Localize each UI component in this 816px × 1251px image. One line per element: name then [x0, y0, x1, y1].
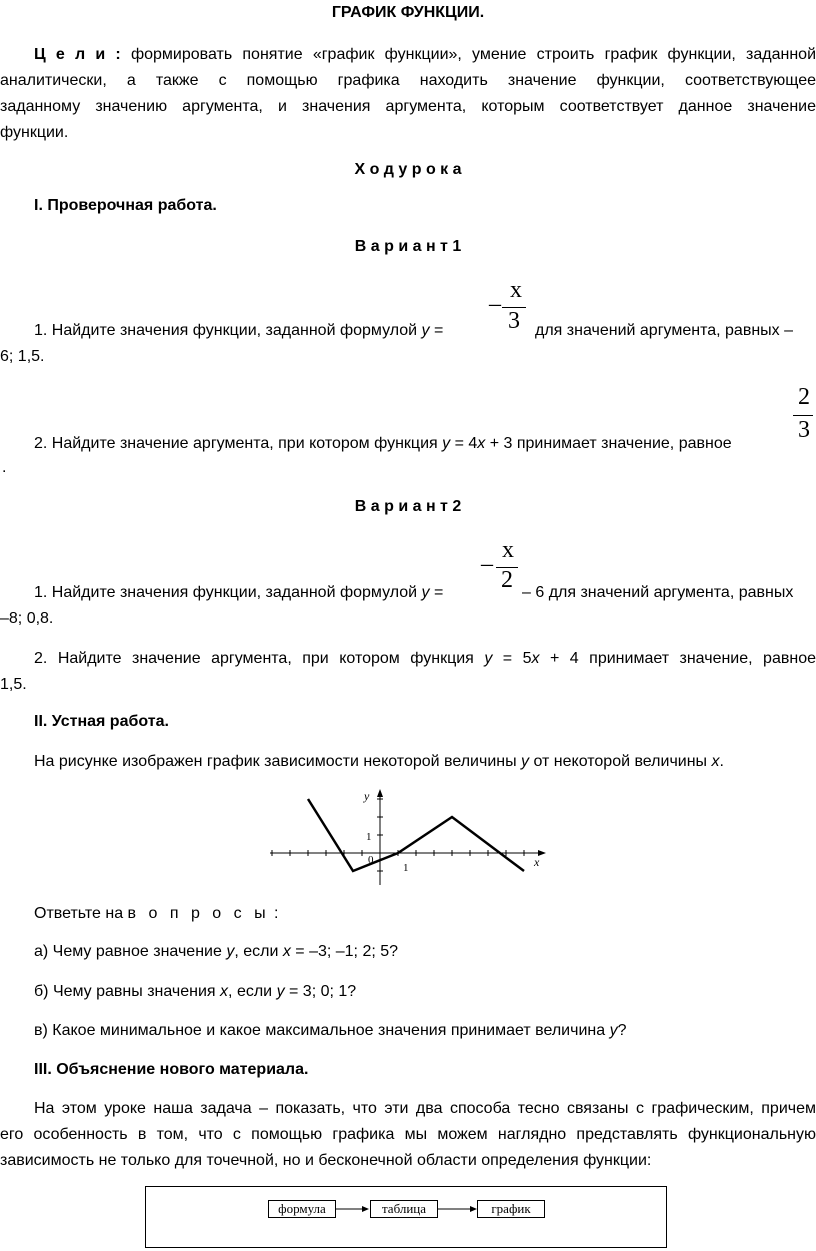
v1-task-1-post: для значений аргумента, равных – [535, 322, 793, 339]
goals-line-4: функции. [0, 124, 69, 141]
v1-task-1-line-2: 6; 1,5. [0, 348, 45, 365]
flow-box-formula: формула [268, 1200, 336, 1218]
section-3-line-3: зависимость не только для точечной, но и бесконечной области определения функции: [0, 1152, 652, 1169]
section-3-line-2: его особенность в том, что с помощью графика мы можем наглядно представлять функциональную [0, 1126, 816, 1143]
section-1-heading: I. Проверочная работа. [34, 197, 217, 214]
goals-line-2: аналитически, а также с помощью графика находить значение функции, соответствующее [0, 72, 816, 89]
v1-frac-num: x [510, 277, 522, 303]
question-a: а) Чему равное значение y, если x = –3; –1; 2; 5? [34, 943, 399, 960]
y-axis-label: y [364, 789, 370, 803]
v2-task-1-post: – 6 для значений аргумента, равных [522, 584, 794, 601]
section-2-heading: II. Устная работа. [34, 713, 169, 730]
v1-frac2-den: 3 [798, 417, 810, 443]
x-unit-label: 1 [403, 862, 409, 874]
question-b: б) Чему равны значения x, если y = 3; 0; 1? [34, 983, 357, 1000]
function-graph [266, 785, 556, 890]
lesson-heading: Х о д у р о к а [354, 161, 462, 178]
v2-frac-num: x [502, 537, 514, 563]
questions-label: Ответьте на в о п р о с ы : [34, 905, 279, 922]
page-title: ГРАФИК ФУНКЦИИ. [331, 4, 485, 21]
axis-ticks [272, 799, 524, 871]
y-unit-label: 1 [366, 831, 372, 843]
flow-box-table: таблица [370, 1200, 438, 1218]
section-3-heading: III. Объяснение нового материала. [34, 1061, 309, 1078]
v1-task-1: 1. Найдите значения функции, заданной формулой y = [34, 322, 444, 339]
v1-task-2-line-2: . [2, 459, 7, 476]
y-axis-arrow [377, 789, 383, 797]
v1-frac2-num: 2 [798, 384, 810, 410]
graph-polyline [308, 799, 524, 871]
flow-box-graph: график [477, 1200, 545, 1218]
v2-frac-minus: – [481, 551, 493, 577]
v2-task-1: 1. Найдите значения функции, заданной формулой y = [34, 584, 444, 601]
v2-task-1-line-2: –8; 0,8. [0, 610, 54, 627]
question-c: в) Какое минимальное и какое максимальное значения принимает величина y? [34, 1022, 627, 1039]
v2-task-2-line-2: 1,5. [0, 676, 27, 693]
v2-frac-den: 2 [501, 567, 513, 593]
goals-text-1: формировать понятие «график функции», умение строить график функции, заданной [130, 46, 816, 63]
goals-label: Ц е л и : [34, 46, 121, 63]
section-2-intro: На рисунке изображен график зависимости некоторой величины y от некоторой величины x. [34, 753, 724, 770]
flow-arrow-1 [334, 1200, 370, 1218]
variant-2-heading: В а р и а н т 2 [354, 498, 462, 515]
v2-task-2: 2. Найдите значение аргумента, при котором функция y = 5x + 4 принимает значение, равное [34, 650, 816, 667]
variant-1-heading: В а р и а н т 1 [354, 238, 462, 255]
goals-line-1 [34, 46, 816, 64]
x-axis-label: x [534, 855, 540, 869]
section-3-line-1: На этом уроке наша задача – показать, что эти два способа тесно связаны с графическим, причем [34, 1100, 816, 1117]
origin-label: 0 [368, 854, 374, 866]
v1-frac-minus: – [489, 291, 501, 317]
v1-task-2: 2. Найдите значение аргумента, при котором функция y = 4x + 3 принимает значение, равное [34, 435, 732, 452]
v1-frac2-bar [793, 415, 813, 416]
v1-frac-den: 3 [508, 308, 520, 334]
flow-arrow-2 [436, 1200, 478, 1218]
goals-line-3: заданному значению аргумента, и значения аргумента, которым соответствует данное значение [0, 98, 816, 115]
